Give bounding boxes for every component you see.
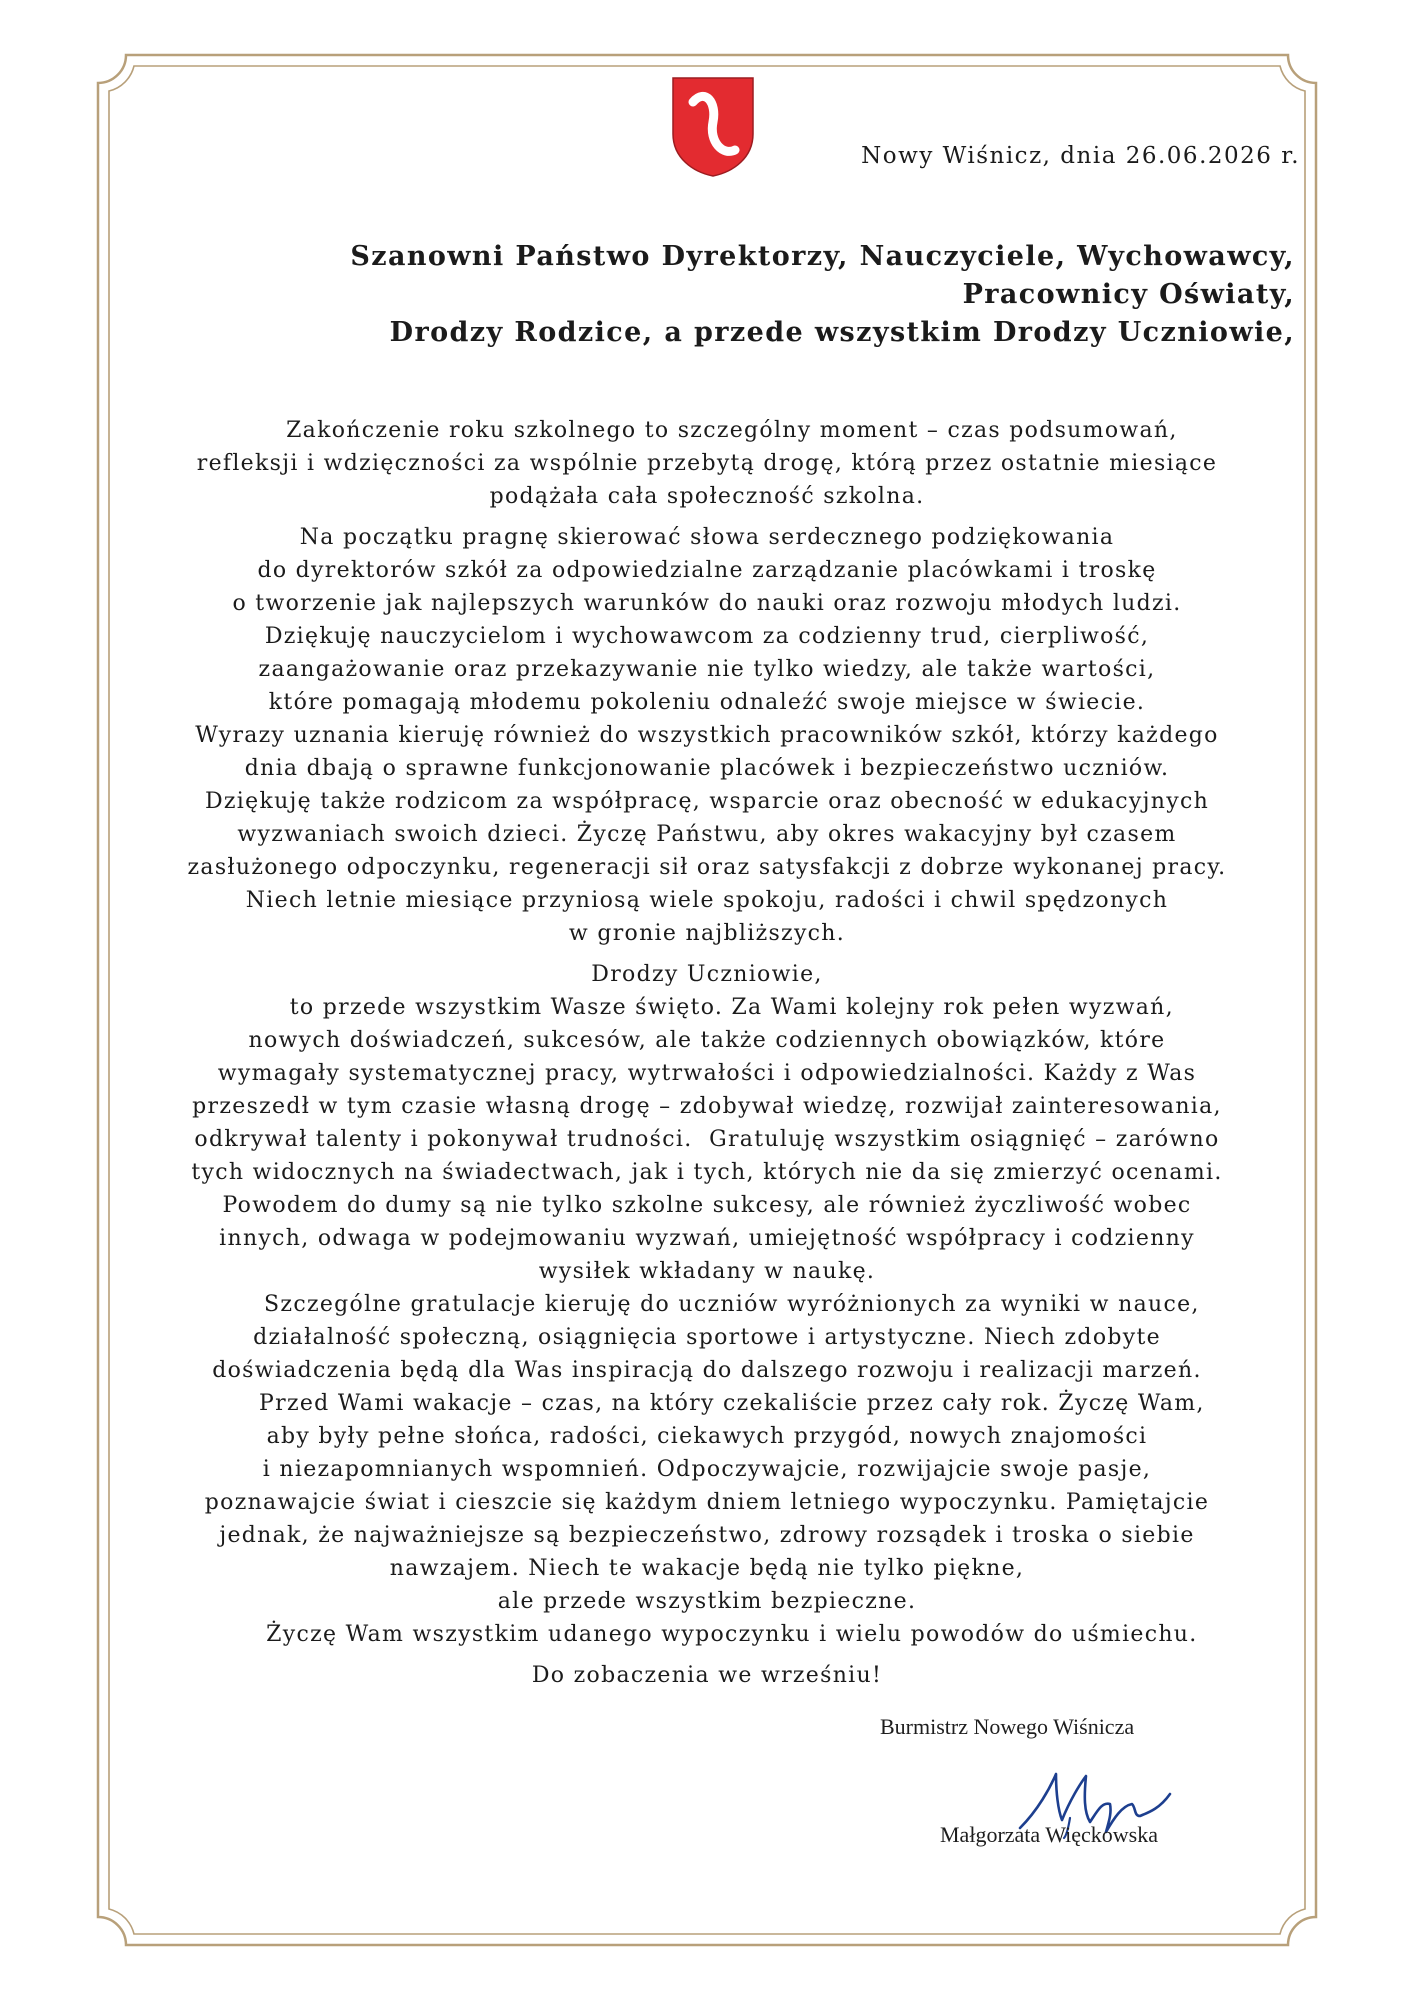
text-line: Szczególne gratulacje kieruję do uczniów wyróżnionych za wyniki w nauce,	[214, 1292, 1200, 1317]
text-line: Wyrazy uznania kieruję również do wszystkich pracowników szkół, którzy każdego	[195, 723, 1219, 748]
text-line: innych, odwaga w podejmowaniu wyzwań, umiejętność współpracy i codzienny	[219, 1226, 1195, 1251]
text-line: to przede wszystkim Wasze święto. Za Wami kolejny rok pełen wyzwań,	[240, 995, 1174, 1020]
text-line: podążała cała społeczność szkolna.	[489, 484, 925, 509]
letter-paragraph	[120, 1659, 1294, 1692]
greeting-heading	[200, 238, 1295, 352]
text-line: Drodzy Uczniowie,	[591, 962, 823, 987]
text-line: i niezapomnianych wspomnień. Odpoczywajcie, rozwijajcie swoje pasje,	[262, 1457, 1152, 1482]
letter-body	[120, 414, 1294, 1700]
text-line: jednak, że najważniejsze są bezpieczeństwo, zdrowy rozsądek i troska o siebie	[219, 1523, 1195, 1548]
greeting-line: Drodzy Rodzice, a przede wszystkim Drodzy Uczniowie,	[389, 317, 1295, 348]
text-line: wymagały systematycznej pracy, wytrwałości i odpowiedzialności. Każdy z Was	[217, 1061, 1197, 1086]
text-line: tych widocznych na świadectwach, jak i tych, których nie da się zmierzyć ocenami.	[191, 1160, 1223, 1185]
text-line: ale przede wszystkim bezpieczne.	[497, 1589, 917, 1614]
letter-paragraph	[120, 414, 1294, 513]
text-line: odkrywał talenty i pokonywał trudności. Gratuluję wszystkim osiągnięć – zarówno	[194, 1127, 1220, 1152]
text-line: o tworzenie jak najlepszych warunków do nauki oraz rozwoju młodych ludzi.	[232, 591, 1182, 616]
text-line: zaangażowanie oraz przekazywanie nie tylko wiedzy, ale także wartości,	[258, 657, 1156, 682]
text-line: wyzwaniach swoich dzieci. Życzę Państwu, aby okres wakacyjny był czasem	[237, 822, 1177, 847]
greeting-line: Szanowni Państwo Dyrektorzy, Nauczyciele, Wychowawcy,	[350, 241, 1295, 272]
text-line: refleksji i wdzięczności za wspólnie przebytą drogę, którą przez ostatnie miesiące	[196, 451, 1218, 476]
text-line: Dziękuję nauczycielom i wychowawcom za codzienny trud, cierpliwość,	[264, 624, 1150, 649]
text-line: doświadczenia będą dla Was inspiracją do dalszego rozwoju i realizacji marzeń.	[212, 1358, 1202, 1383]
letter-paragraph	[120, 958, 1294, 1651]
text-line: Przed Wami wakacje – czas, na który czekaliście przez cały rok. Życzę Wam,	[209, 1391, 1205, 1416]
text-line: Do zobaczenia we wrześniu!	[531, 1663, 883, 1688]
text-line: wysiłek wkładany w naukę.	[538, 1259, 876, 1284]
text-line: zasłużonego odpoczynku, regeneracji sił oraz satysfakcji z dobrze wykonanej pracy.	[187, 855, 1227, 880]
text-line: Zakończenie roku szkolnego to szczególny moment – czas podsumowań,	[236, 418, 1178, 443]
text-line: Powodem do dumy są nie tylko szkolne sukcesy, ale również życzliwość wobec	[222, 1193, 1192, 1218]
text-line: dnia dbają o sprawne funkcjonowanie placówek i bezpieczeństwo uczniów.	[244, 756, 1170, 781]
text-line: Dziękuję także rodzicom za współpracę, wsparcie oraz obecność w edukacyjnych	[204, 789, 1210, 814]
text-line: przeszedł w tym czasie własną drogę – zdobywał wiedzę, rozwijał zainteresowania,	[192, 1094, 1222, 1119]
text-line: działalność społeczną, osiągnięcia sportowe i artystyczne. Niech zdobyte	[253, 1325, 1161, 1350]
greeting-line: Pracownicy Oświaty,	[962, 279, 1295, 310]
text-line: poznawajcie świat i cieszcie się każdym dniem letniego wypoczynku. Pamiętajcie	[204, 1490, 1210, 1515]
text-line: nawzajem. Niech te wakacje będą nie tylko piękne,	[389, 1556, 1025, 1581]
place-and-date: Nowy Wiśnicz, dnia 26.06.2026 r.	[861, 143, 1300, 169]
text-line: Niech letnie miesiące przyniosą wiele spokoju, radości i chwil spędzonych	[245, 888, 1169, 913]
text-line: do dyrektorów szkół za odpowiedzialne zarządzanie placówkami i troskę	[257, 558, 1157, 583]
text-line: w gronie najbliższych.	[568, 921, 846, 946]
text-line: Życzę Wam wszystkim udanego wypoczynku i wielu powodów do uśmiechu.	[216, 1622, 1198, 1647]
signatory-name: Małgorzata Więckowska	[940, 1822, 1159, 1847]
letter-paragraph	[120, 521, 1294, 950]
text-line: które pomagają młodemu pokoleniu odnaleźć swoje miejsce w świecie.	[268, 690, 1146, 715]
text-line: nowych doświadczeń, sukcesów, ale także codziennych obowiązków, które	[248, 1028, 1166, 1053]
text-line: aby były pełne słońca, radości, ciekawych przygód, nowych znajomości	[266, 1424, 1148, 1449]
signatory-title: Burmistrz Nowego Wiśnicza	[880, 1714, 1135, 1739]
text-line: Na początku pragnę skierować słowa serdecznego podziękowania	[299, 525, 1115, 550]
